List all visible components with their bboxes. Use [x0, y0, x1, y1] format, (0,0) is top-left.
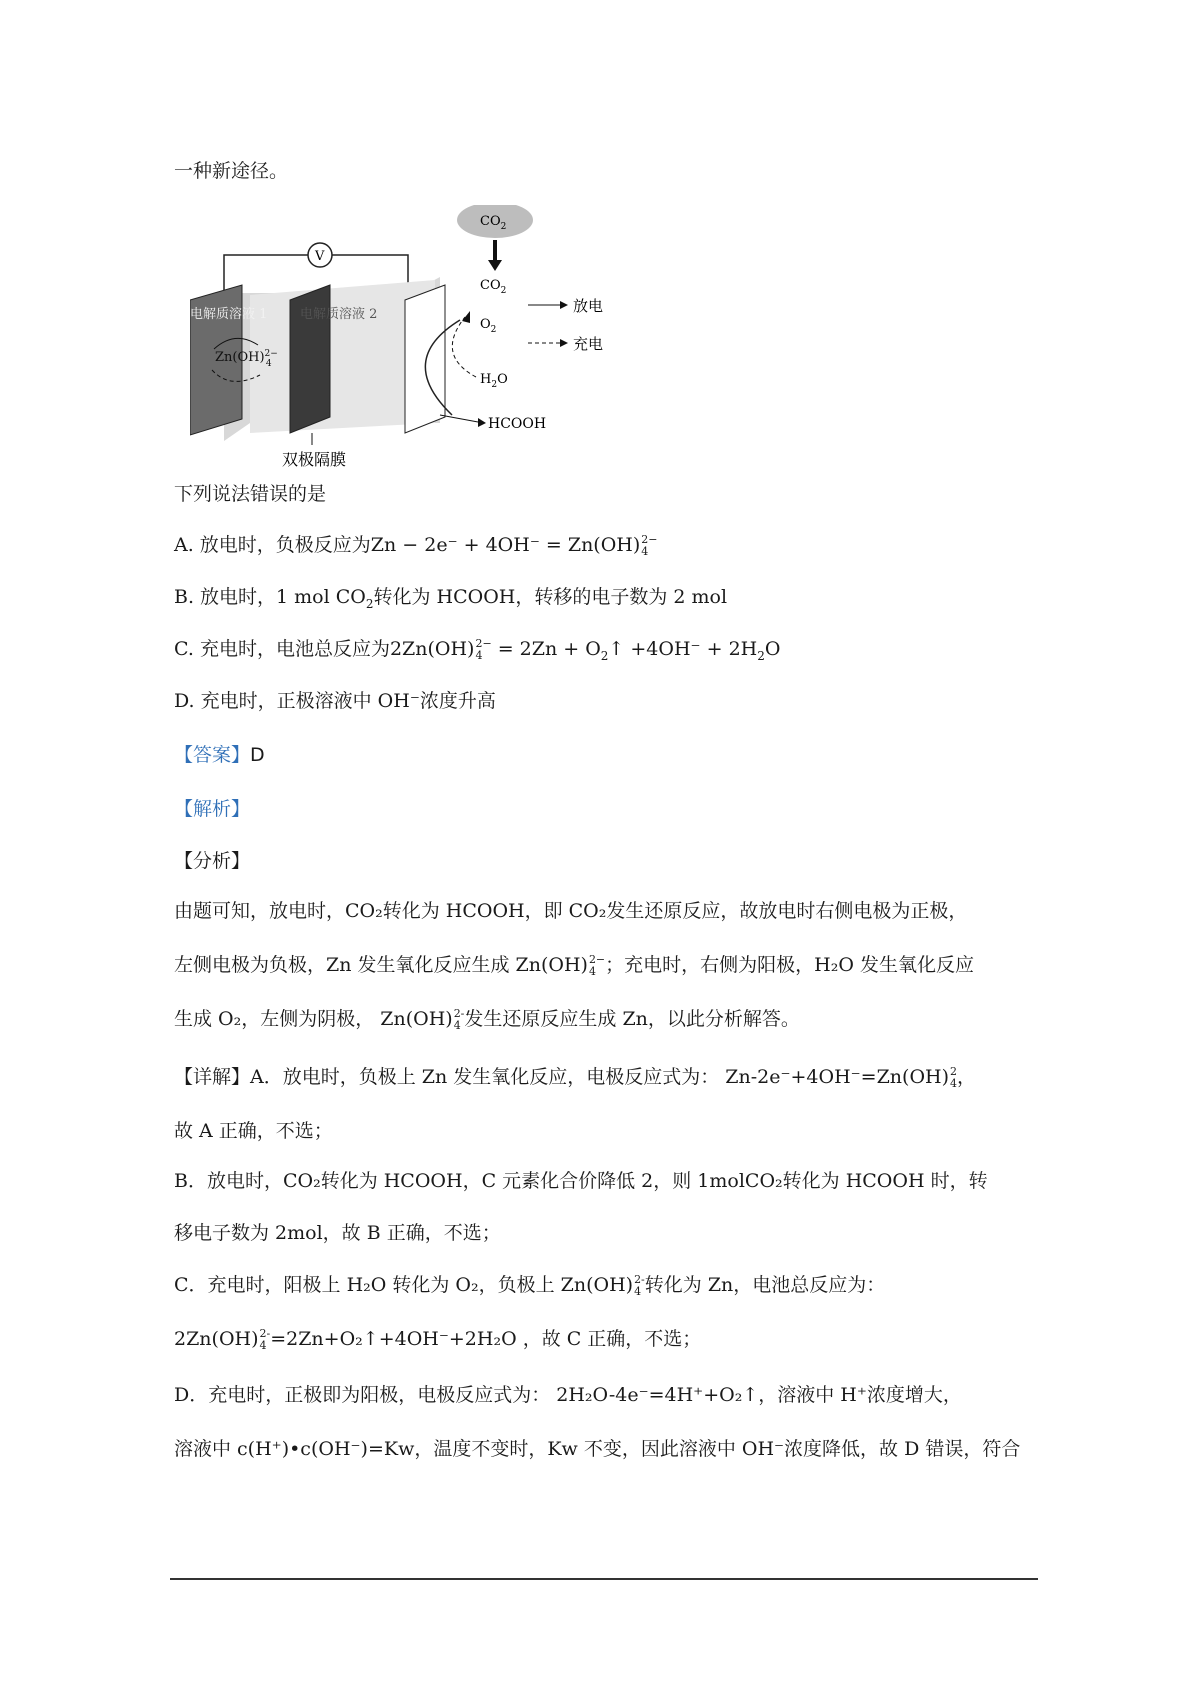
option-a: A. 放电时，负极反应为Zn − 2e⁻ + 4OH⁻ = Zn(OH) 2− 4 [174, 533, 658, 558]
detail-d1: D．充电时，正极即为阳极，电极反应式为： 2H₂O-4e⁻=4H⁺+O₂↑，溶液中 H⁺浓度增大， [174, 1384, 962, 1406]
answer-line: 【答案】D [174, 744, 265, 766]
option-b: B. 放电时，1 mol $CO_2$转化为 HCOOH，转移的电子数为 2 mol [174, 586, 728, 611]
detail-a2: 故 A 正确，不选； [174, 1120, 333, 1142]
electrolyte-1-label: 电解质溶液 1 [190, 307, 268, 322]
electrolyte-2-label: 电解质溶液 2 [300, 307, 378, 322]
h2o-label: $H_2O$ [480, 372, 508, 390]
detail-b2: 移电子数为 2mol，故 B 正确，不选； [174, 1222, 501, 1244]
detail-a1: 【详解】A．放电时，负极上 Zn 发生氧化反应，电极反应式为： Zn-2e⁻+4OH⁻=Zn(OH) 2 4 ， [174, 1065, 977, 1090]
right-electrode [405, 285, 445, 433]
option-d: D. 充电时，正极溶液中 OH⁻浓度升高 [174, 690, 496, 712]
o2-label: $O_2$ [480, 317, 497, 335]
analysis-p1: 由题可知，放电时，CO₂转化为 HCOOH，即 CO₂发生还原反应，故放电时右侧电极为正极， [174, 900, 968, 922]
voltmeter-label: V [315, 249, 325, 264]
detail-b1: B．放电时，CO₂转化为 HCOOH，C 元素化合价降低 2，则 1molCO₂转化为 HCOOH 时，转 [174, 1170, 988, 1192]
footer-rule [170, 1578, 1038, 1580]
battery-diagram [190, 205, 660, 505]
hcooh-label: HCOOH [488, 416, 547, 432]
analysis-label: 【解析】 [174, 798, 251, 820]
analysis-p3: 生成 O₂，左侧为阴极， Zn(OH) 2- 4 发生还原反应生成 Zn，以此分析解答。 [174, 1007, 800, 1032]
detail-c1: C．充电时，阳极上 H₂O 转化为 O₂，负极上 Zn(OH) 2- 4 转化为 Zn，电池总反应为： [174, 1273, 886, 1298]
co2-cloud-label: $CO_2$ [480, 214, 507, 232]
fenxi-label: 【分析】 [174, 850, 251, 872]
co2-label: $CO_2$ [480, 278, 507, 296]
membrane-label: 双极隔膜 [282, 450, 347, 469]
detail-d2: 溶液中 c(H⁺)•c(OH⁻)=Kw，温度不变时，Kw 不变，因此溶液中 OH⁻浓度降低，故 D 错误，符合 [174, 1438, 1021, 1460]
legend-discharge: 放电 [573, 297, 604, 315]
option-c: C. 充电时，电池总反应为2Zn(OH) 2− 4 = $2Zn + O_2↑ +4OH^- + 2H_2O$ [174, 637, 781, 663]
legend-charge: 充电 [573, 335, 604, 353]
answer-value: D [250, 744, 265, 766]
intro-text: 一种新途径。 [174, 160, 289, 182]
zn-species-label: Zn(OH)$^{2-}$ 4 [215, 349, 278, 369]
question-stem: 下列说法错误的是 [174, 483, 327, 505]
analysis-p2: 左侧电极为负极，Zn 发生氧化反应生成 Zn(OH) 2− 4 ；充电时，右侧为阳极，H₂O 发生氧化反应 [174, 953, 974, 978]
detail-c2: 2Zn(OH) 2- 4 =2Zn+O₂↑+4OH⁻+2H₂O ，故 C 正确，不选； [174, 1327, 702, 1352]
